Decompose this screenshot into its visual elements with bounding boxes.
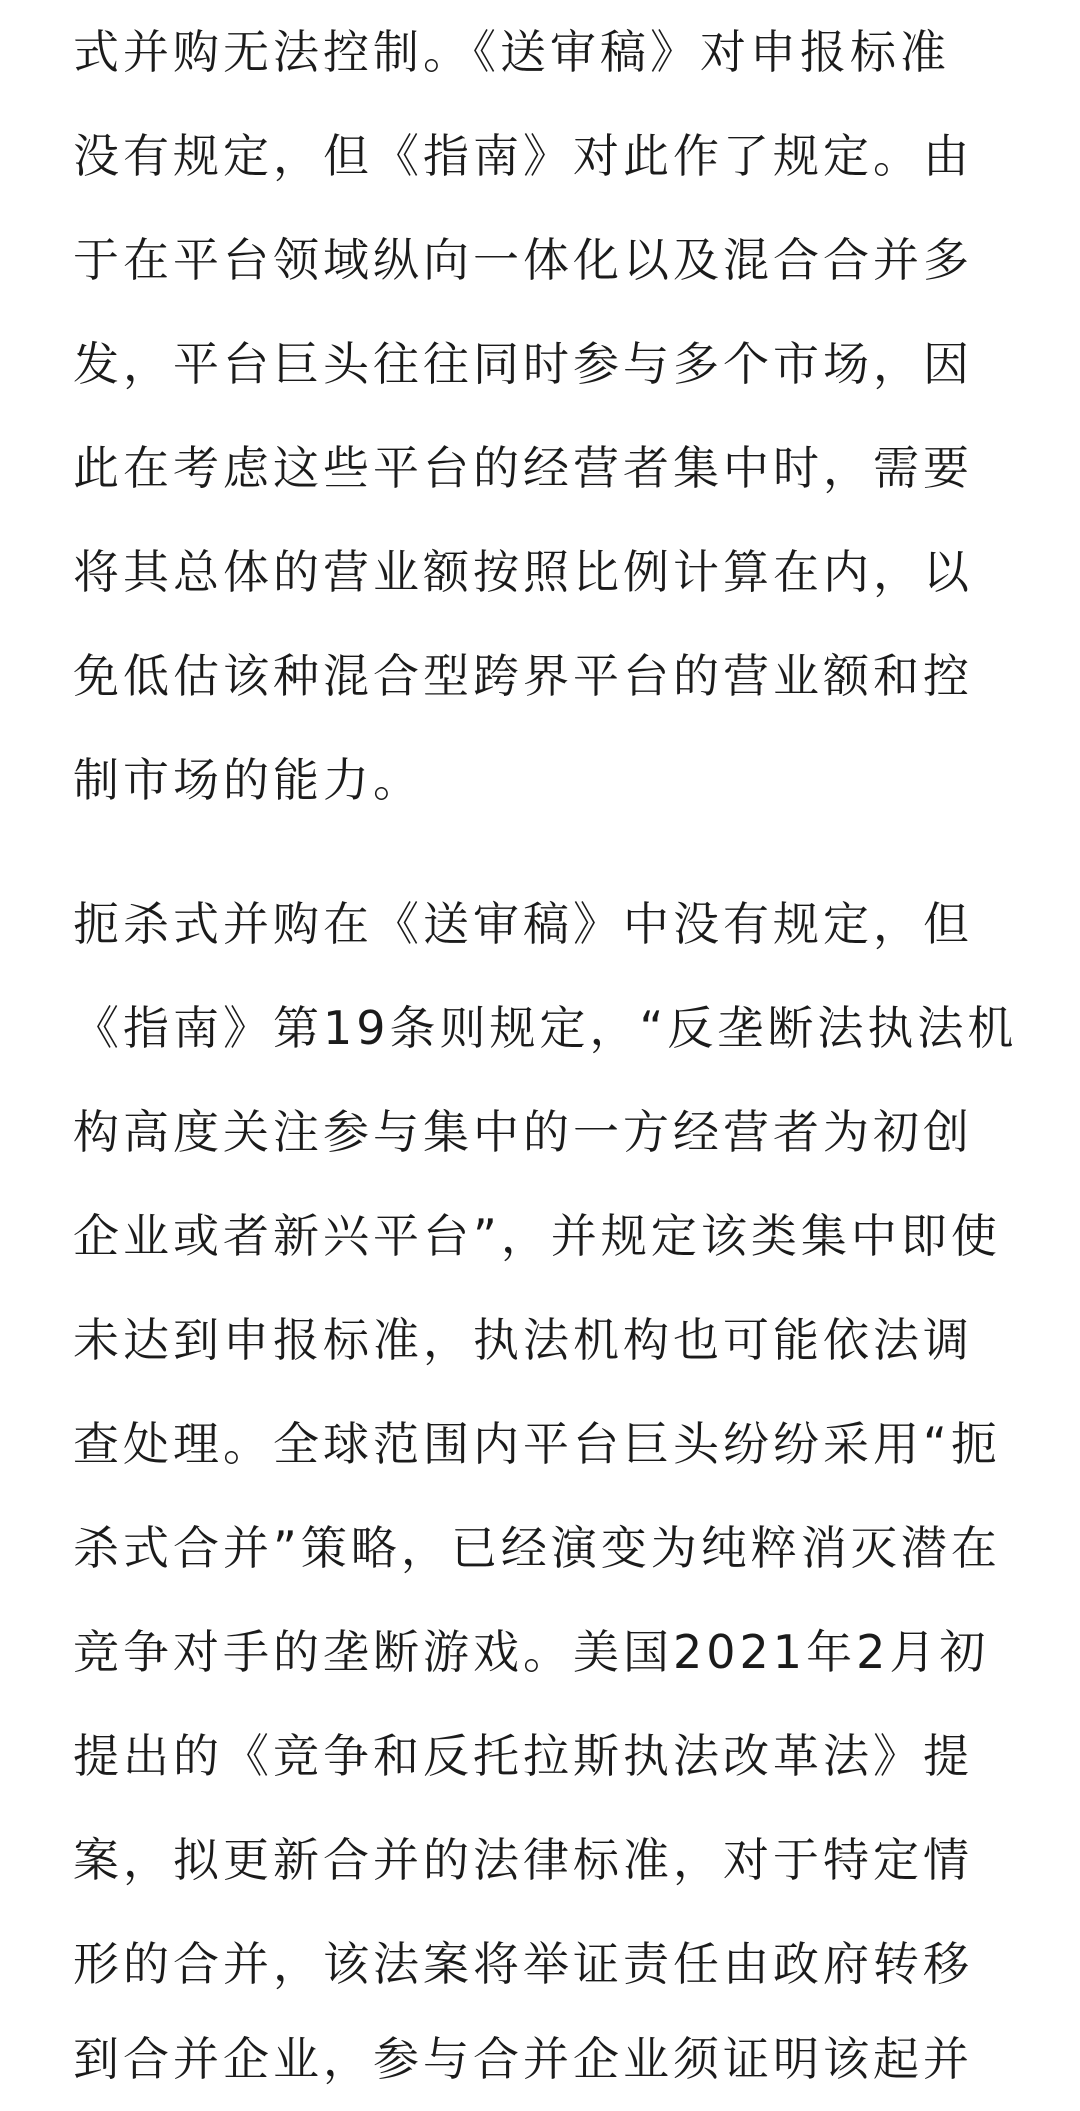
text-line: 于在平台领域纵向一体化以及混合合并多 xyxy=(73,233,973,287)
text-line: 发，平台巨头往往同时参与多个市场，因 xyxy=(73,337,973,391)
text-line: 《指南》第19条则规定，“反垄断法执法机 xyxy=(73,1001,1018,1055)
text-line: 式并购无法控制。《送审稿》对申报标准 xyxy=(73,25,950,79)
text-line: 到合并企业，参与合并企业须证明该起并 xyxy=(73,2032,973,2086)
text-line: 查处理。全球范围内平台巨头纷纷采用“扼 xyxy=(73,1417,1001,1471)
text-line: 扼杀式并购在《送审稿》中没有规定，但 xyxy=(73,897,973,951)
text-line: 构高度关注参与集中的一方经营者为初创 xyxy=(73,1105,973,1159)
text-line: 免低估该种混合型跨界平台的营业额和控 xyxy=(73,649,973,703)
text-line: 此在考虑这些平台的经营者集中时，需要 xyxy=(73,441,973,495)
text-line: 竞争对手的垄断游戏。美国2021年2月初 xyxy=(73,1625,990,1679)
text-line: 形的合并，该法案将举证责任由政府转移 xyxy=(73,1937,973,1991)
text-line: 将其总体的营业额按照比例计算在内，以 xyxy=(73,545,973,599)
text-line: 企业或者新兴平台”，并规定该类集中即使 xyxy=(73,1209,1001,1263)
text-line: 没有规定，但《指南》对此作了规定。由 xyxy=(73,129,973,183)
text-line: 制市场的能力。 xyxy=(73,753,423,807)
text-line: 提出的《竞争和反托拉斯执法改革法》提 xyxy=(73,1729,973,1783)
text-line: 杀式合并”策略，已经演变为纯粹消灭潜在 xyxy=(73,1521,1001,1575)
text-line: 未达到申报标准，执法机构也可能依法调 xyxy=(73,1313,973,1367)
text-line: 案，拟更新合并的法律标准，对于特定情 xyxy=(73,1833,973,1887)
